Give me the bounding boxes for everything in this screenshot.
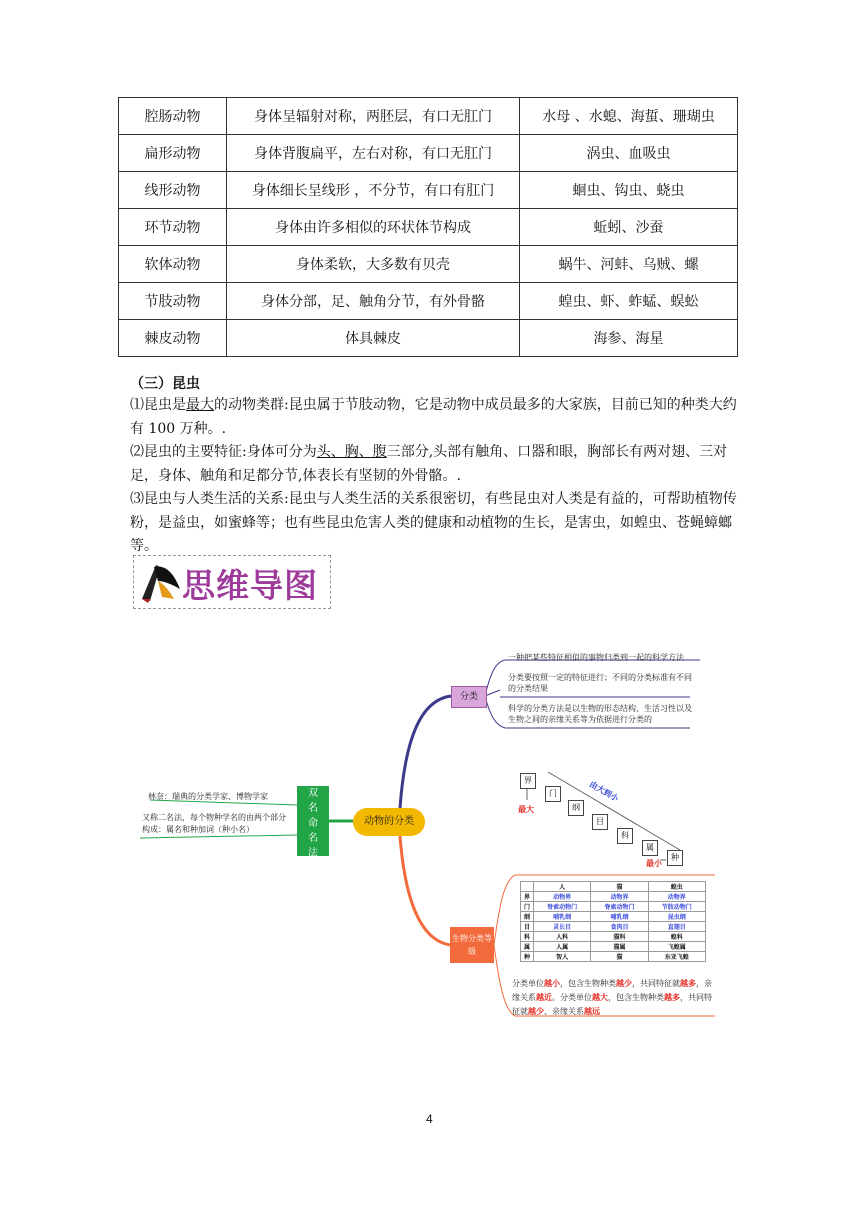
- rank-cell: 人: [533, 882, 590, 892]
- summary-segment: 。分类单位: [552, 993, 592, 1002]
- rank-row: [521, 882, 706, 892]
- summary-segment: 越大: [592, 993, 608, 1002]
- binomial-char: 名: [308, 803, 318, 814]
- rank-cell: 目: [521, 922, 534, 932]
- rank-cell: 猫属: [591, 942, 648, 952]
- table-cell: 线形动物: [119, 172, 227, 209]
- rank-cell: 直翅目: [648, 922, 705, 932]
- rank-cell: 蝗科: [648, 932, 705, 942]
- fenlei-item-2: 分类要按照一定的特征进行；不同的分类标准有不同的分类结果: [508, 673, 692, 693]
- table-cell: 身体分部，足、触角分节，有外骨骼: [227, 283, 520, 320]
- table-cell: 身体柔软，大多数有贝壳: [227, 246, 520, 283]
- table-cell: 蛔虫、钩虫、蛲虫: [520, 172, 738, 209]
- rank-cell: 属: [521, 942, 534, 952]
- level-mu: 目: [592, 814, 608, 830]
- rank-cell: 脊索动物门: [533, 902, 590, 912]
- shengwu-label: 生物分类等级: [452, 934, 492, 956]
- summary-segment: 越少: [616, 979, 632, 988]
- binomial-char: 名: [308, 833, 318, 844]
- rank-cell: 人属: [533, 942, 590, 952]
- level-men: 门: [545, 786, 561, 802]
- table-cell: 软体动物: [119, 246, 227, 283]
- rank-cell: 飞蝗属: [648, 942, 705, 952]
- rank-cell: 东亚飞蝗: [648, 952, 705, 962]
- rank-cell: [521, 882, 534, 892]
- center-node: 动物的分类: [353, 808, 425, 836]
- section-title: （三）昆虫: [130, 376, 200, 392]
- page-number: 4: [426, 1112, 433, 1126]
- rank-row: [521, 952, 706, 962]
- summary-segment: 越多: [664, 993, 680, 1002]
- rank-cell: 猫科: [591, 932, 648, 942]
- rank-cell: 猫: [591, 882, 648, 892]
- table-cell: 环节动物: [119, 209, 227, 246]
- table-cell: 腔肠动物: [119, 98, 227, 135]
- summary-segment: 越小: [544, 979, 560, 988]
- rank-cell: 智人: [533, 952, 590, 962]
- rank-cell: 哺乳纲: [591, 912, 648, 922]
- rank-row: [521, 902, 706, 912]
- linnaeus-text: 林奈：瑞典的分类学家、博物学家: [148, 792, 268, 801]
- fenlei-item-1: 一种把某些特征相似的事物归类到一起的科学方法: [508, 653, 684, 662]
- summary-segment: ，包含生物种类: [560, 979, 616, 988]
- rank-row: [521, 912, 706, 922]
- arrow-label: 由大到小: [587, 779, 621, 804]
- level-jie: 界: [520, 773, 536, 789]
- rank-table: [520, 881, 706, 962]
- rank-cell: 纲: [521, 912, 534, 922]
- p1-text-b: 的动物类群:昆虫属于节肢动物，它是动物中成员最多的大家族，目前已知的种类大约有 100 万种。.: [130, 397, 737, 437]
- summary-segment: 、亲缘关系: [544, 1007, 584, 1016]
- table-cell: 身体呈辐射对称，两胚层，有口无肛门: [227, 98, 520, 135]
- level-ke: 科: [617, 828, 633, 844]
- binomial-char: 双: [308, 788, 318, 799]
- table-cell: 体具棘皮: [227, 320, 520, 357]
- p1-underlined: 最大: [186, 397, 214, 413]
- paragraph-3: ⑶昆虫与人类生活的关系:昆虫与人类生活的关系很密切，有些昆虫对人类是有益的，可帮助植物传粉，是益虫，如蜜蜂等；也有些昆虫危害人类的健康和动植物的生长，是害虫，如蝗虫、苍蝇蟑螂等。: [130, 491, 737, 554]
- rank-row: [521, 922, 706, 932]
- summary-segment: ，共同特征就: [512, 993, 712, 1016]
- summary-segment: ，亲缘关系: [512, 979, 712, 1002]
- binomial-char: 命: [308, 818, 318, 829]
- rank-row: [521, 892, 706, 902]
- rank-summary: [512, 977, 718, 1019]
- binomial-desc: 又称二名法，每个物种学名的由两个部分构成：属名和种加词（种小名）: [142, 813, 286, 834]
- rank-cell: 科: [521, 932, 534, 942]
- rank-cell: 猫: [591, 952, 648, 962]
- max-label: 最大: [518, 805, 534, 814]
- logo-text: 思维导图: [182, 566, 318, 605]
- level-gang: 纲: [568, 800, 584, 816]
- rank-cell: 食肉目: [591, 922, 648, 932]
- summary-segment: ，共同特征就: [632, 979, 680, 988]
- p2-text-a: ⑵昆虫的主要特征:身体可分为: [130, 444, 317, 460]
- rank-row: [521, 932, 706, 942]
- rank-cell: 动物界: [591, 892, 648, 902]
- rank-cell: 昆虫纲: [648, 912, 705, 922]
- level-shu: 属: [642, 840, 658, 856]
- table-cell: 海参、海星: [520, 320, 738, 357]
- rank-cell: 蝗虫: [648, 882, 705, 892]
- table-cell: 身体由许多相似的环状体节构成: [227, 209, 520, 246]
- p2-underlined: 头、胸、腹: [316, 444, 387, 460]
- rank-cell: 哺乳纲: [533, 912, 590, 922]
- rank-cell: 灵长目: [533, 922, 590, 932]
- rank-cell: 人科: [533, 932, 590, 942]
- table-cell: 身体背腹扁平，左右对称，有口无肛门: [227, 135, 520, 172]
- rank-cell: 种: [521, 952, 534, 962]
- table-cell: 身体细长呈线形 ，不分节，有口有肛门: [227, 172, 520, 209]
- rank-cell: 脊索动物门: [591, 902, 648, 912]
- summary-segment: 分类单位: [512, 979, 544, 988]
- table-cell: 蜗牛、河蚌、乌贼、螺: [520, 246, 738, 283]
- summary-segment: 越少: [528, 1007, 544, 1016]
- fenlei-item-3: 科学的分类方法是以生物的形态结构、生活习性以及生物之间的亲缘关系等为依据进行分类的: [508, 704, 692, 724]
- min-label: 最小: [646, 859, 662, 868]
- table-cell: 涡虫、血吸虫: [520, 135, 738, 172]
- summary-segment: 越近: [536, 993, 552, 1002]
- table-cell: 蝗虫、虾、蚱蜢、蜈蚣: [520, 283, 738, 320]
- table-cell: 蚯蚓、沙蚕: [520, 209, 738, 246]
- level-zhong: 种: [667, 850, 683, 866]
- p1-text-a: ⑴昆虫是: [130, 397, 186, 413]
- table-cell: 节肢动物: [119, 283, 227, 320]
- binomial-char: 法: [308, 848, 318, 859]
- summary-segment: ，包含生物种类: [608, 993, 664, 1002]
- summary-segment: 越远: [584, 1007, 600, 1016]
- binomial-node: [297, 786, 329, 859]
- rank-cell: 节肢动物门: [648, 902, 705, 912]
- table-cell: 棘皮动物: [119, 320, 227, 357]
- table-cell: 扁形动物: [119, 135, 227, 172]
- shengwu-node: [450, 927, 494, 963]
- rank-cell: 动物界: [648, 892, 705, 902]
- rank-row: [521, 942, 706, 952]
- rank-cell: 界: [521, 892, 534, 902]
- table-cell: 水母 、水螅、海蜇、珊瑚虫: [520, 98, 738, 135]
- p2-text-b: 三部分,头部有触角、口器和眼，胸部长有两对翅、三对足，身体、触角和足都分节,体表长有坚韧的外骨骼。.: [130, 444, 728, 484]
- rank-cell: 动物界: [533, 892, 590, 902]
- fenlei-node: 分类: [451, 686, 487, 708]
- summary-segment: 越多: [680, 979, 696, 988]
- rank-cell: 门: [521, 902, 534, 912]
